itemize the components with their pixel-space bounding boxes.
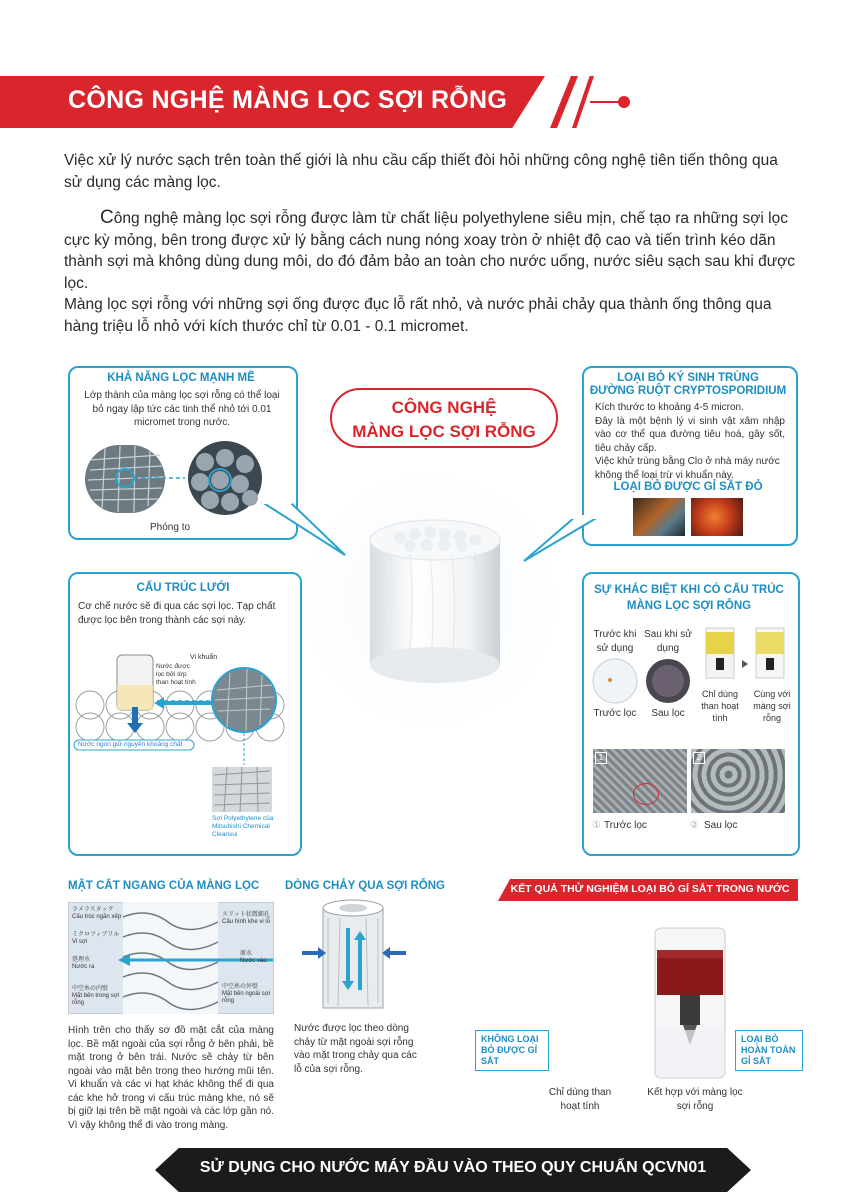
intro-text [64,150,799,337]
fiber-flow-diagram [298,898,418,1016]
microscope-photo [691,498,743,536]
removed-label: LOẠI BỎ HOÀN TOÀN GỈ SẮT [735,1030,803,1071]
number-badge: 1 [595,752,607,764]
box-title-line: ĐƯỜNG RUỘT CRYPTOSPORIDIUM [589,385,787,397]
text-line: Kích thước to khoảng 4-5 micron. [595,402,744,413]
sem-image-after [691,749,785,813]
label-jp: 中空糸の外壁 Mặt bên ngoài sợi rỗng [222,984,270,1004]
caption-num: ② [690,820,699,831]
text-line: Việc khử trùng bằng Clo ở nhà máy nước không thể loại trừ vi khuẩn này. [595,456,780,481]
crypto-text [595,401,785,482]
text-line: Đây là một bệnh lý vi sinh vật xâm nhập vào cơ thể qua đường tiêu hoá, gây sốt, tiêu chảy cấp. [595,415,785,454]
section-title: MẶT CẮT NGANG CỦA MÀNG LỌC [68,880,260,892]
not-removed-label: KHÔNG LOẠI BỎ ĐƯỢC GỈ SẮT [475,1030,549,1071]
rust-test-glass-image [640,920,740,1092]
box-title [590,582,788,614]
box-title-line: LOẠI BỎ KÝ SINH TRÙNG [617,372,759,384]
after-filter-label: Sau lọc [651,708,685,719]
intro-paragraph [64,207,799,294]
header-stripe [550,76,578,128]
only-carbon-label: Chỉ dùng than hoạt tính [701,689,739,723]
highlight-circle [633,783,659,805]
after-use-label: Sau khi sử dụng [644,629,692,654]
label-jp: スリット状微細孔 Cấu hình khe vi lỗ [222,912,271,925]
before-use-label: Trước khi sử dụng [593,629,637,654]
box-title-line: MÀNG LỌC SỢI RỖNG [626,600,752,612]
footer-text: SỬ DỤNG CHO NƯỚC MÁY ĐẦU VÀO THEO QUY CHUẨN QCVN01 [199,1159,707,1176]
filter-sample-images [588,656,698,706]
section-title: DÒNG CHẢY QUA SỢI RỖNG [285,880,445,892]
cross-section-text: Hình trên cho thấy sơ đồ mặt cắt của màng lọc. Bề mặt ngoài của sợi rỗng ở bên phải, bề mặt trong ở bên trái. Nước sẽ chảy từ bên ngoài vào mặt bên trong theo hướng mũi tên. Vi khuẩn và các vi hạt khác không thể đi qua các khe hở trong vi cấu trúc màng khe, nó sẽ bị giữ lại trên bề mặt ngoài và các lớp gần nó. Vì vậy không thể đi vào trong màng. [68,1025,274,1131]
intro-paragraph: Màng lọc sợi rỗng với những sợi ống được đục lỗ rất nhỏ, và nước phải chảy qua thành ống thông qua hàng triệu lỗ nhỏ với kích thước chỉ từ 0.01 - 0.1 micromet. [64,296,772,335]
box-text: Cơ chế nước sẽ đi qua các sợi lọc. Tạp chất được lọc bên trong thành các sợi này. [78,601,276,626]
microscope-photo [633,498,685,536]
fiber-label: Sợi Polyethylene của Mitsubishi Chemical Cleansui [212,815,274,838]
before-filter-label: Trước lọc [593,708,637,719]
center-title-line: MÀNG LỌC SỢI RỖNG [352,422,536,441]
flow-text: Nước được lọc theo dòng chảy từ mặt ngoài sợi rỗng vào mặt trong chảy qua các lỗ của sợi rỗng. [294,1023,417,1075]
label-jp: 原水 Nước vào [240,951,267,964]
intro-paragraph-body: ông nghệ màng lọc sợi rỗng được làm từ chất liệu polyethylene siêu mịn, chế tạo ra những sợi lọc cực kỳ mỏng, bên trong được xử lý bằng cách nung nóng xoay tròn ở nhiệt độ cao và tiến trình kéo dãn thành sợi mà không dùng dung môi, do đó đảm bảo an toàn cho nước uống, nước siêu sạch sau khi được lọc. [64,210,795,292]
label-jp: 処理水 Nước ra [72,957,95,970]
hollow-fiber-cartridge-image [270,430,590,760]
box-text: Lớp thành của màng lọc sợi rỗng có thể loại bỏ ngay lập tức các tinh thể nhỏ tới 0.01 micromet trong nước. [84,390,280,428]
zoom-label: Phóng to [150,522,191,533]
label-jp: 中空糸の内壁 Mặt bên trong sợi rỗng [72,986,119,1006]
box-title: CẤU TRÚC LƯỚI [136,582,230,594]
filtered-label: Nước được lọc bởi lớp than hoạt tính [156,663,196,686]
label-jp: ラメラスタック Cấu trúc ngăn xếp [72,907,122,920]
water-label: Nước ngon giữ nguyên khoáng chất [78,741,183,748]
with-fiber-label: Cùng với màng sợi rỗng [753,689,791,723]
number-badge: 2 [693,752,705,764]
dropcap: C [100,207,114,228]
result-title: KẾT QUẢ THỬ NGHIỆM LOẠI BỎ GỈ SẮT TRONG NƯỚC [510,883,790,895]
result-caption-right: Kết hợp với màng lọc sợi rỗng [647,1087,743,1112]
bacteria-label: Vi khuẩn [190,654,218,661]
caption-before: Trước lọc [604,820,647,831]
rust-title: LOẠI BỎ ĐƯỢC GỈ SẮT ĐỎ [613,481,763,493]
intro-paragraph: Việc xử lý nước sạch trên toàn thế giới là nhu cầu cấp thiết đòi hỏi những công nghệ tiên tiến thông qua sử dụng các màng lọc. [64,152,778,191]
page-title: CÔNG NGHỆ MÀNG LỌC SỢI RỖNG [68,86,508,114]
fiber-zoom-image [80,440,290,520]
box-title [588,372,788,398]
water-glasses-images [700,624,792,684]
caption-num: ① [592,820,601,831]
header-dot [618,96,630,108]
caption-after: Sau lọc [704,820,738,831]
center-title-line: CÔNG NGHỆ [391,398,497,417]
label-jp: ミクロフィブリル Vi sợi [72,932,120,945]
box-title: KHẢ NĂNG LỌC MẠNH MẼ [107,372,255,384]
speech-pointer [520,515,600,565]
result-caption-left: Chỉ dùng than hoạt tính [548,1087,612,1112]
box-title-line: SỰ KHÁC BIỆT KHI CÓ CẤU TRÚC [594,584,784,596]
center-title [330,388,558,448]
